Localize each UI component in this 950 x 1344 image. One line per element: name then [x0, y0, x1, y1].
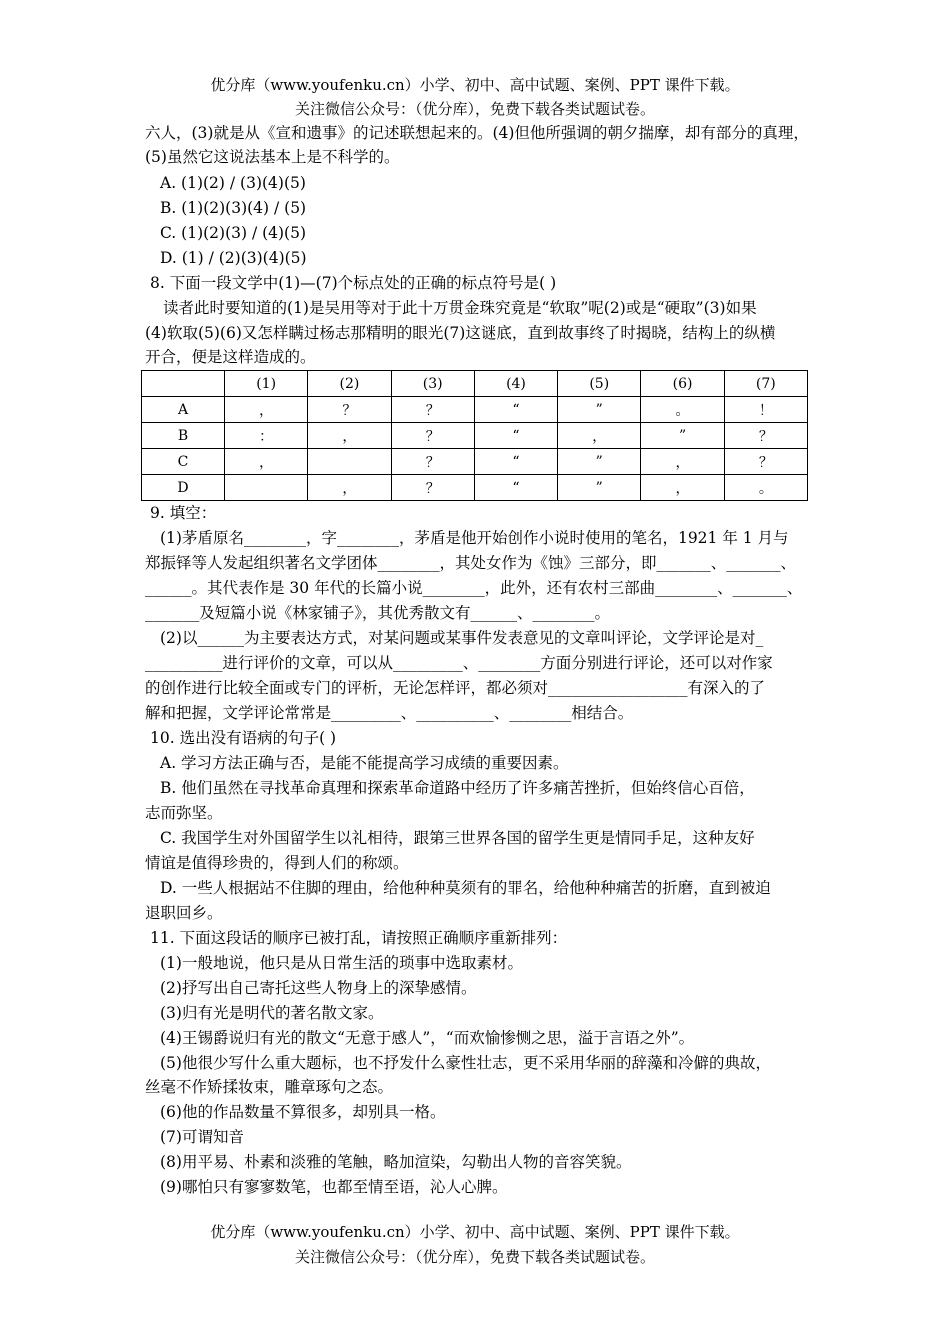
q11-sentence: (2)抒写出自己寄托这些人物身上的深挚感情。 [160, 979, 477, 997]
table-cell: ， [225, 449, 308, 475]
q9-line: __________进行评价的文章，可以从_________、________方面分别进行评论，还可以对作家 [145, 654, 773, 672]
table-header-cell: (4) [474, 371, 557, 397]
table-header-cell: (7) [724, 371, 807, 397]
q9-line: 的创作进行比较全面或专门的评析，无论怎样评，都必须对__________________有深入的了 [145, 679, 766, 697]
table-header-cell: (1) [225, 371, 308, 397]
table-cell: ： [225, 423, 308, 449]
q8-passage-line: 开合，便是这样造成的。 [145, 348, 316, 366]
table-cell: “ [474, 423, 557, 449]
table-cell: ！ [724, 397, 807, 423]
table-header-row [142, 371, 808, 397]
q11-sentence: (5)他很少写什么重大题标，也不抒发什么豪性壮志，更不采用华丽的辞藻和冷僻的典故， [160, 1054, 771, 1072]
q10-option-c-cont: 情谊是值得珍贵的，得到人们的称颂。 [145, 854, 409, 872]
q9-line: ______。其代表作是 30 年代的长篇小说________，此外，还有农村三部曲________、_______、 [145, 579, 803, 597]
table-cell: ？ [391, 449, 474, 475]
table-cell: ？ [724, 423, 807, 449]
table-cell: ？ [308, 397, 391, 423]
table-cell: ？ [724, 449, 807, 475]
table-cell: ？ [391, 475, 474, 501]
header-line-2: 关注微信公众号：（优分库），免费下载各类试题试卷。 [294, 100, 655, 118]
q9-line: 解和把握，文学评论常常是_________、__________、________相结合。 [145, 704, 634, 722]
table-cell: ， [308, 475, 391, 501]
table-cell: ， [641, 475, 724, 501]
q10-option-d: D. 一些人根据站不住脚的理由，给他种种莫须有的罪名，给他种种痛苦的折磨，直到被迫 [160, 879, 771, 897]
q9-line: _______及短篇小说《林家铺子》，其优秀散文有______、________。 [145, 604, 611, 622]
q7-text-line: (5)虽然它这说法基本上是不科学的。 [145, 148, 400, 166]
table-cell: ？ [391, 423, 474, 449]
q11-sentence: (1)一般地说，他只是从日常生活的琐事中选取素材。 [160, 954, 523, 972]
table-cell: “ [474, 449, 557, 475]
q9-line: 郑振铎等人发起组织著名文学团体________，其处女作为《蚀》三部分，即_______、_______、 [145, 554, 797, 572]
table-row [142, 423, 808, 449]
table-cell: ” [558, 397, 641, 423]
q11-stem: 11. 下面这段话的顺序已被打乱，请按照正确顺序重新排列： [150, 929, 568, 947]
q9-line: (1)茅盾原名________，字________，茅盾是他开始创作小说时使用的笔名，1921 年 1 月与 [160, 529, 789, 547]
q10-option-a: A. 学习方法正确与否，是能不能提高学习成绩的重要因素。 [160, 754, 569, 772]
punctuation-answer-table [141, 370, 808, 501]
q10-option-c: C. 我国学生对外国留学生以礼相待，跟第三世界各国的留学生更是情同手足，这种友好 [160, 829, 755, 847]
table-header-cell: (6) [641, 371, 724, 397]
table-cell: C [142, 449, 225, 475]
q11-sentence: (3)归有光是明代的著名散文家。 [160, 1004, 384, 1022]
q11-sentence: (4)王锡爵说归有光的散文“无意于感人”，“而欢愉惨恻之思，溢于言语之外”。 [160, 1029, 695, 1047]
q7-text-line: 六人，(3)就是从《宣和遗事》的记述联想起来的。(4)但他所强调的朝夕揣摩，却有部分的真理， [145, 124, 809, 142]
q11-sentence: (9)哪怕只有寥寥数笔，也都至情至语，沁人心脾。 [160, 1178, 508, 1196]
table-cell: “ [474, 475, 557, 501]
q9-label: 9. 填空： [150, 504, 217, 522]
table-cell [225, 475, 308, 501]
table-row [142, 449, 808, 475]
table-header-cell: (2) [308, 371, 391, 397]
q8-passage-line: (4)软取(5)(6)又怎样瞒过杨志那精明的眼光(7)这谜底，直到故事终了时揭晓，结构上的纵横 [145, 324, 776, 342]
footer-line-1: 优分库（www.youfenku.cn）小学、初中、高中试题、案例、PPT 课件下载。 [210, 1223, 740, 1241]
q10-option-b-cont: 志而弥坚。 [145, 804, 223, 822]
table-cell: 。 [724, 475, 807, 501]
table-cell: B [142, 423, 225, 449]
table-row [142, 397, 808, 423]
q11-sentence: (8)用平易、朴素和淡雅的笔触，略加渲染，勾勒出人物的音容笑貌。 [160, 1153, 632, 1171]
table-cell: “ [474, 397, 557, 423]
q11-sentence-cont: 丝毫不作矫揉妆束，雕章琢句之态。 [145, 1078, 394, 1096]
table-cell: ” [558, 475, 641, 501]
table-cell: 。 [641, 397, 724, 423]
q8-passage-line: 读者此时要知道的(1)是吴用等对于此十万贯金珠究竟是“软取”呢(2)或是“硬取”(3)如果 [163, 299, 757, 317]
table-cell: D [142, 475, 225, 501]
table-cell: ？ [391, 397, 474, 423]
table-cell: ” [641, 423, 724, 449]
footer-line-2: 关注微信公众号：（优分库），免费下载各类试题试卷。 [294, 1248, 655, 1266]
header-line-1: 优分库（www.youfenku.cn）小学、初中、高中试题、案例、PPT 课件下载。 [210, 76, 740, 94]
q11-sentence: (6)他的作品数量不算很多，却别具一格。 [160, 1103, 446, 1121]
q7-option-b: B. (1)(2)(3)(4) / (5) [160, 199, 307, 217]
table-header-cell: (5) [558, 371, 641, 397]
q7-option-a: A. (1)(2) / (3)(4)(5) [160, 174, 306, 192]
table-cell: ， [558, 423, 641, 449]
table-row [142, 475, 808, 501]
table-cell: ” [558, 449, 641, 475]
table-cell [308, 449, 391, 475]
table-header-cell [142, 371, 225, 397]
q9-line: (2)以______为主要表达方式，对某问题或某事件发表意见的文章叫评论，文学评论是对_ [160, 629, 764, 647]
q10-option-d-cont: 退职回乡。 [145, 904, 223, 922]
table-cell: ， [308, 423, 391, 449]
table-cell: A [142, 397, 225, 423]
q11-sentence: (7)可谓知音 [160, 1128, 244, 1146]
q7-option-d: D. (1) / (2)(3)(4)(5) [160, 249, 307, 267]
q10-stem: 10. 选出没有语病的句子( ) [150, 729, 337, 747]
table-cell: ， [225, 397, 308, 423]
table-cell: ， [641, 449, 724, 475]
table-header-cell: (3) [391, 371, 474, 397]
q7-option-c: C. (1)(2)(3) / (4)(5) [160, 224, 307, 242]
q10-option-b: B. 他们虽然在寻找革命真理和探索革命道路中经历了许多痛苦挫折，但始终信心百倍， [160, 779, 755, 797]
q8-stem: 8. 下面一段文学中(1)—(7)个标点处的正确的标点符号是( ) [150, 274, 557, 292]
